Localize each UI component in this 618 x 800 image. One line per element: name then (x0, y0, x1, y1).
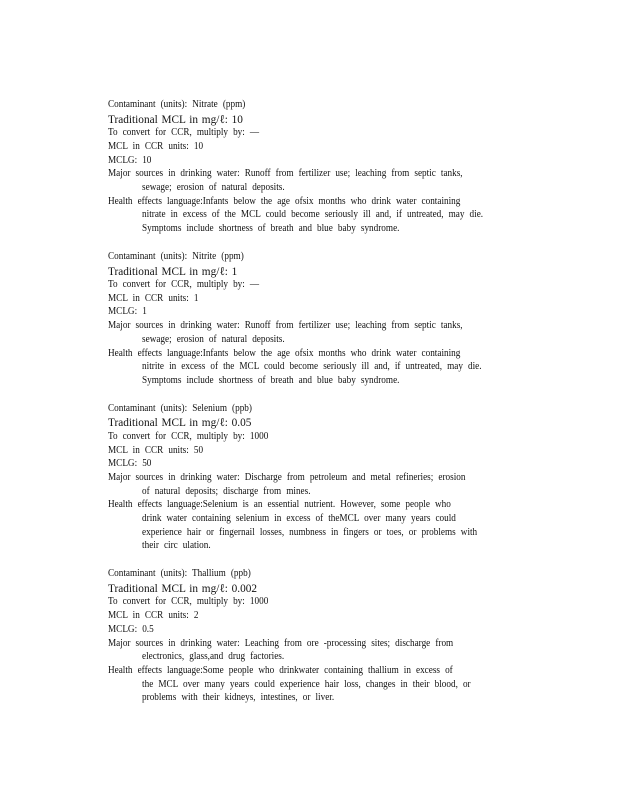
health-effects-line-3: Symptoms include shortness of breath and blue baby syndrome. (142, 223, 400, 235)
major-sources-line-2: electronics, glass,and drug factories. (142, 651, 285, 663)
mcl-ccr-units: MCL in CCR units: 50 (108, 444, 204, 456)
contaminant-units: Contaminant (units): Nitrite (ppm) (108, 250, 244, 262)
contaminant-units: Contaminant (units): Selenium (ppb) (108, 402, 252, 414)
contaminant-entry-nitrate (108, 98, 548, 236)
mcl-ccr-units: MCL in CCR units: 2 (108, 610, 199, 622)
health-effects-line-2: nitrite in excess of the MCL could become seriously ill and, if untreated, may die. (142, 361, 482, 373)
health-effects-line-3: Symptoms include shortness of breath and blue baby syndrome. (142, 374, 400, 386)
convert-factor: To convert for CCR, multiply by: 1000 (108, 596, 269, 608)
contaminant-units: Contaminant (units): Nitrate (ppm) (108, 99, 246, 110)
major-sources-line-2: sewage; erosion of natural deposits. (142, 333, 285, 345)
health-effects-line-2: nitrate in excess of the MCL could become seriously ill and, if untreated, may die. (142, 209, 484, 221)
mcl-ccr-units: MCL in CCR units: 1 (108, 292, 199, 304)
traditional-mcl: Traditional MCL in mg/ℓ: 1 (108, 263, 238, 278)
mclg: MCLG: 10 (108, 154, 152, 166)
health-effects-line-1: Health effects language:Selenium is an essential nutrient. However, some people who (108, 499, 451, 511)
contaminant-units: Contaminant (units): Thallium (ppb) (108, 568, 251, 580)
major-sources-line-1: Major sources in drinking water: Discharge from petroleum and metal refineries; erosion (108, 471, 466, 483)
mclg: MCLG: 0.5 (108, 623, 154, 635)
major-sources-line-1: Major sources in drinking water: Runoff from fertilizer use; leaching from septic tanks, (108, 168, 463, 180)
convert-factor: To convert for CCR, multiply by: 1000 (108, 430, 269, 442)
health-effects-line-2: drink water containing selenium in excess of theMCL over many years could (142, 513, 456, 525)
contaminant-entry-nitrite (108, 250, 548, 388)
health-effects-line-1: Health effects language:Some people who drinkwater containing thallium in excess of (108, 664, 453, 676)
major-sources-line-2: sewage; erosion of natural deposits. (142, 182, 285, 194)
traditional-mcl: Traditional MCL in mg/ℓ: 0.002 (108, 580, 258, 595)
traditional-mcl: Traditional MCL in mg/ℓ: 0.05 (108, 415, 252, 430)
contaminant-entry-selenium (108, 402, 548, 554)
health-effects-line-1: Health effects language:Infants below the age ofsix months who drink water containing (108, 347, 461, 359)
major-sources-line-1: Major sources in drinking water: Runoff from fertilizer use; leaching from septic tanks, (108, 320, 463, 332)
contaminant-entry-thallium (108, 567, 548, 705)
health-effects-line-3: experience hair or fingernail losses, numbness in fingers or toes, or problems with (142, 526, 478, 538)
mcl-ccr-units: MCL in CCR units: 10 (108, 140, 204, 152)
convert-factor: To convert for CCR, multiply by: — (108, 127, 260, 139)
health-effects-line-1: Health effects language:Infants below the age ofsix months who drink water containing (108, 195, 461, 207)
health-effects-line-2: the MCL over many years could experience hair loss, changes in their blood, or (142, 678, 471, 690)
health-effects-line-4: their circ ulation. (142, 540, 211, 552)
traditional-mcl: Traditional MCL in mg/ℓ: 10 (108, 111, 243, 126)
document-page (108, 98, 548, 719)
health-effects-line-3: problems with their kidneys, intestines, or liver. (142, 692, 335, 704)
major-sources-line-2: of natural deposits; discharge from mines. (142, 485, 311, 497)
major-sources-line-1: Major sources in drinking water: Leaching from ore -processing sites; discharge from (108, 637, 454, 649)
mclg: MCLG: 1 (108, 306, 147, 318)
convert-factor: To convert for CCR, multiply by: — (108, 279, 260, 291)
mclg: MCLG: 50 (108, 458, 152, 470)
